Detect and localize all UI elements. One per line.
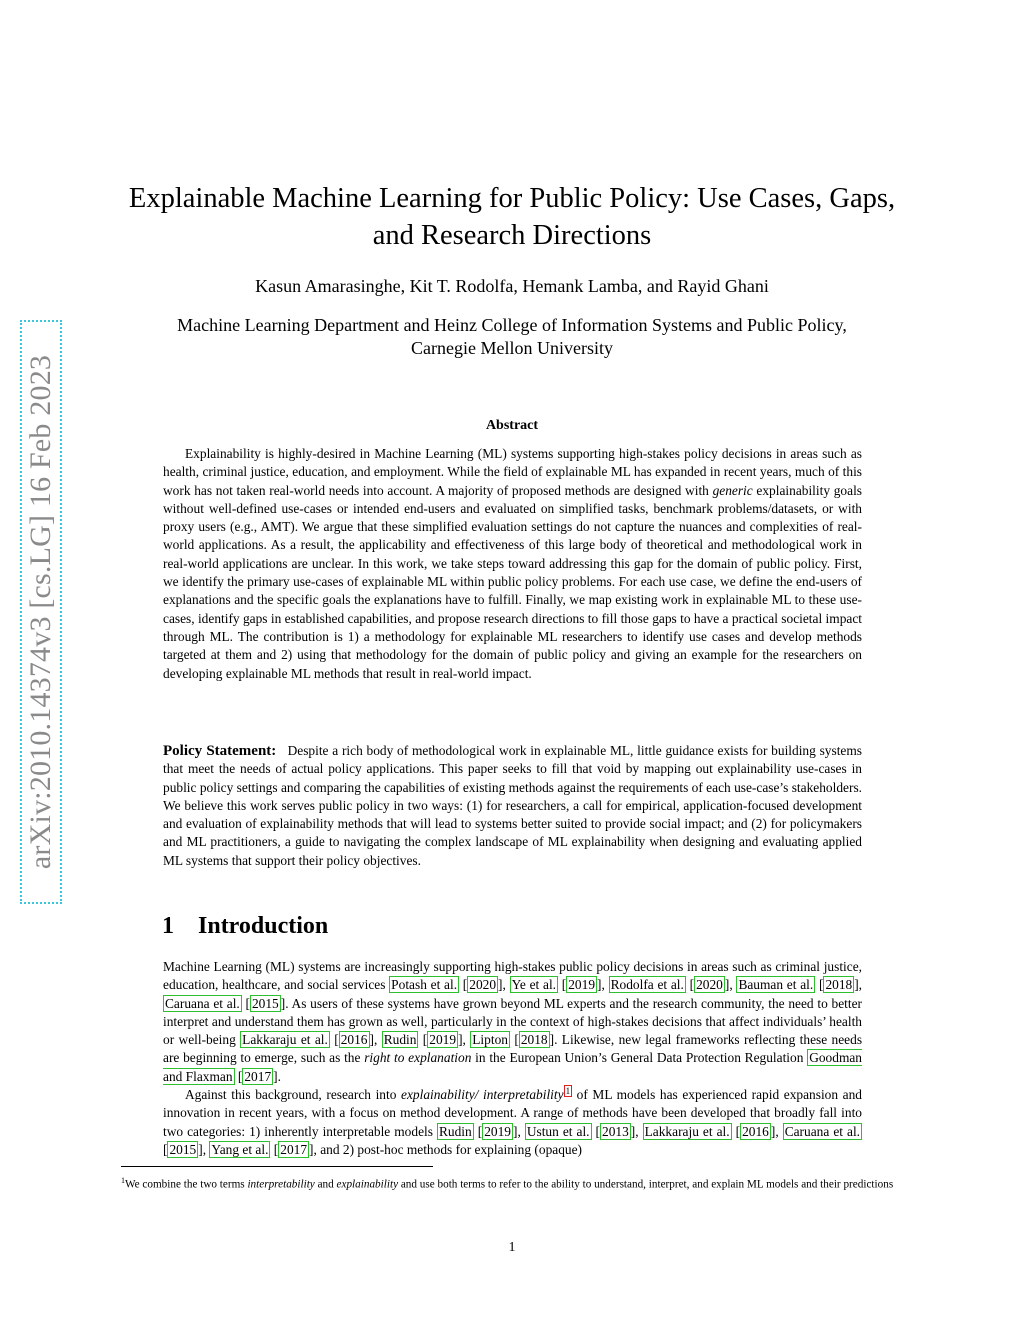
citation-year-link[interactable]: 2013 xyxy=(602,1123,629,1139)
affiliation xyxy=(100,314,924,360)
citation-link[interactable]: Lakkaraju et al. xyxy=(644,1123,730,1139)
section-heading-introduction xyxy=(162,913,328,940)
citation-year-link[interactable]: 2018 xyxy=(520,1032,548,1048)
page-number: 1 xyxy=(508,1240,516,1255)
paper-title xyxy=(100,180,924,254)
citation-link[interactable]: Lipton xyxy=(472,1032,508,1048)
citation-year-link[interactable]: 2019 xyxy=(568,977,596,993)
citation-year-link[interactable]: 2015 xyxy=(169,1141,197,1157)
citation-link[interactable]: Rudin xyxy=(383,1032,417,1048)
section-number: 1 xyxy=(162,913,174,939)
citation-year-link[interactable]: 2019 xyxy=(484,1123,511,1139)
citation-year-link[interactable]: 2019 xyxy=(429,1032,457,1048)
abstract-text: Explainability is highly-desired in Machine Learning (ML) systems supporting high-stakes policy decisions in areas such as health, criminal justice, education, and employment. While the field of explainable ML has expanded in recent years, much of this work has not taken real-world needs into account. A majority of proposed methods are designed with generic explainability goals without well-defined use-cases or intended end-users and evaluated on simplified tasks, benchmark problems/datasets, or with proxy users (e.g., AMT). We argue that these simplified evaluation settings do not capture the nuances and complexities of real-world applications. As a result, the applicability and effectiveness of this large body of theoretical and methodological work in real-world applications are unclear. In this work, we take steps toward addressing this gap for the domain of public policy. First, we identify the primary use-cases of explainable ML within public policy problems. For each use case, we define the end-users of explanations and the specific goals the explanations have to fulfill. Finally, we map existing work in explainable ML to these use-cases, identify gaps in established capabilities, and propose research directions to fill those gaps to have a practical societal impact through ML. The contribution is 1) a methodology for explainable ML researchers to identify use cases and develop methods targeted at them and 2) using that methodology for the domain of public policy and giving an example for the researchers on developing explainable ML methods that result in real-world impact. xyxy=(163,446,862,681)
citation-year-link[interactable]: 2016 xyxy=(340,1032,368,1048)
citation-link[interactable]: Ustun et al. xyxy=(526,1123,590,1139)
authors: Kasun Amarasinghe, Kit T. Rodolfa, Hemank Lamba, and Rayid Ghani xyxy=(255,276,769,296)
intro-emphasis: explainability/ interpretability xyxy=(401,1087,564,1102)
citation-link[interactable]: Rudin xyxy=(438,1123,472,1139)
footnote-divider xyxy=(121,1166,433,1167)
intro-paragraph-2: Against this background, research into explainability/ interpretability $^1$ of ML models has experienced rapid expansion and innovation in recent years, with a focus on method development. A range of methods have been developed that broadly fall into two categories: 1) inherently interpretable models Rudin [ 2019 ], Ustun et al. [ 2013 ], Lakkaraju et al. [ 2016 ], Caruana et al. [ 2015 ], Yang et al. [ 2017 ], and 2) post-hoc methods for explaining (opaque) xyxy=(163,1085,862,1157)
title-line-2: and Research Directions xyxy=(372,220,652,251)
citation-link[interactable]: Bauman et al. xyxy=(738,977,814,993)
citation-link[interactable]: Caruana et al. xyxy=(165,995,240,1011)
citation-link[interactable]: Potash et al. xyxy=(391,977,458,993)
footnote-mark: 1 xyxy=(121,1176,125,1185)
citation-year-link[interactable]: 2017 xyxy=(280,1141,308,1157)
citation-link[interactable]: Caruana et al. xyxy=(784,1123,861,1139)
section-title: Introduction xyxy=(198,913,329,939)
abstract-emphasis: generic xyxy=(712,482,753,498)
intro-emphasis: right to explanation xyxy=(364,1050,472,1066)
citation-year-link[interactable]: 2018 xyxy=(825,977,853,993)
citation-year-link[interactable]: 2016 xyxy=(742,1123,769,1139)
policy-statement-label: Policy Statement: xyxy=(163,743,277,759)
affiliation-line-2: Carnegie Mellon University xyxy=(411,338,613,358)
footnote: $^1$We combine the two terms interpretability and explainability and use both terms to refer to the ability to understand, interpret, and explain ML models and their predictions xyxy=(121,1176,894,1191)
footnote-ref-link[interactable]: 1 xyxy=(565,1085,571,1096)
title-line-1: Explainable Machine Learning for Public Policy: Use Cases, Gaps, xyxy=(128,183,896,214)
abstract-heading: Abstract xyxy=(485,418,539,433)
affiliation-line-1: Machine Learning Department and Heinz College of Information Systems and Public Policy, xyxy=(177,315,847,335)
citation-link[interactable]: Yang et al. xyxy=(211,1141,269,1157)
citation-year-link[interactable]: 2017 xyxy=(244,1068,272,1084)
arxiv-stamp xyxy=(20,320,62,904)
citation-year-link[interactable]: 2015 xyxy=(251,995,279,1011)
citation-link[interactable]: Rodolfa et al. xyxy=(610,977,684,993)
citation-link[interactable]: Ye et al. xyxy=(511,977,557,993)
citation-link[interactable]: Goodman and Flaxman xyxy=(163,1050,862,1084)
arxiv-identifier: arXiv:2010.14374v3 [cs.LG] 16 Feb 2023 xyxy=(24,354,57,870)
policy-statement: Policy Statement: Despite a rich body of methodological work in explainable ML, little guidance exists for building systems that meet the needs of actual policy applications. This paper seeks to fill that void by mapping out explainability use-cases in public policy settings and comparing the capabilities of existing methods against the requirements of each use-case’s stakeholders. We believe this work serves public policy in two ways: (1) for researchers, a call for empirical, application-focused development and evaluation of explainability methods that will lead to systems better suited to provide social impact; and (2) for policymakers and ML practitioners, a guide to navigating the complex landscape of ML explainability when designing and evaluating applied ML systems that support their policy objectives. xyxy=(163,743,862,868)
citation-link[interactable]: Lakkaraju et al. xyxy=(242,1032,328,1048)
citation-year-link[interactable]: 2020 xyxy=(469,977,497,993)
citation-year-link[interactable]: 2020 xyxy=(696,977,723,993)
intro-paragraph-1: Machine Learning (ML) systems are increasingly supporting high-stakes public policy decisions in areas such as criminal justice, education, healthcare, and social services Potash et al. [ 2020 ], Ye et al. [ 2019 ], Rodolfa et al. [ 2020 ], Bauman et al. [ 2018 ], Caruana et al. [ 2015 ]. As users of these systems have grown beyond ML experts and the research community, the need to better interpret and understand them has grown as well, particularly in the context of high-stakes decisions that affect individuals’ health or well-being Lakkaraju et al. [ 2016 ], Rudin [ 2019 ], Lipton [ 2018 ]. Likewise, new legal frameworks reflecting these needs are beginning to emerge, such as the right to explanation in the European Union’s General Data Protection Regulation Goodman and Flaxman [ 2017 ]. xyxy=(163,959,863,1084)
